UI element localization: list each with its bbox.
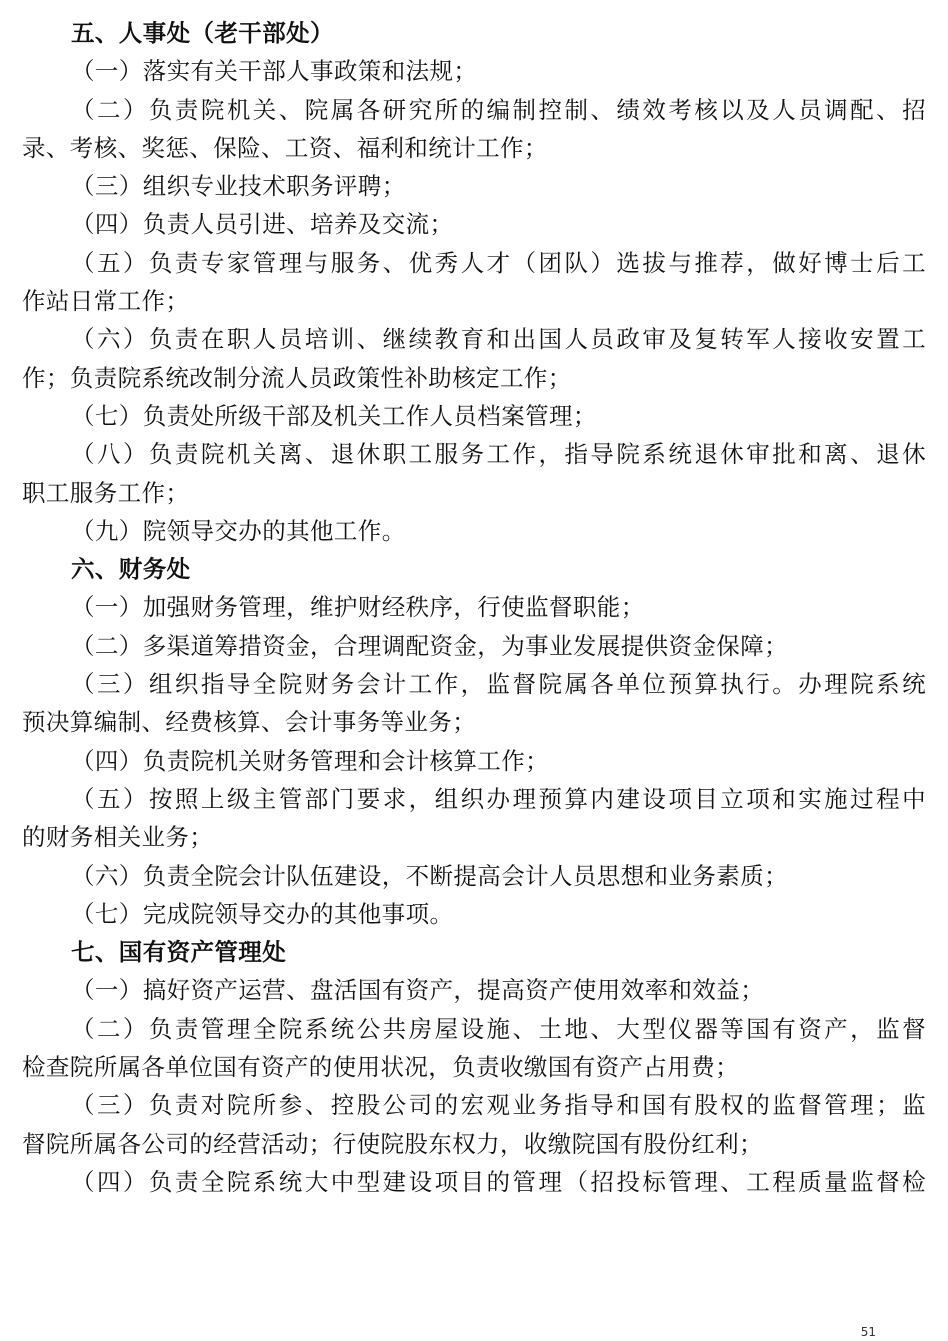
list-item-continuation: 督院所属各公司的经营活动；行使院股东权力，收缴院国有股份红利；	[22, 1129, 763, 1158]
list-item: （四）负责院机关财务管理和会计核算工作；	[71, 746, 549, 775]
list-item: （八）负责院机关离、退休职工服务工作，指导院系统退休审批和离、退休	[71, 440, 926, 469]
list-item: （五）负责专家管理与服务、优秀人才（团队）选拔与推荐，做好博士后工	[71, 248, 926, 277]
list-item-continuation: 检查院所属各单位国有资产的使用状况，负责收缴国有资产占用费；	[22, 1053, 739, 1082]
page-number: 51	[860, 1325, 876, 1339]
list-item-continuation: 的财务相关业务；	[22, 823, 214, 852]
list-item: （二）负责管理全院系统公共房屋设施、土地、大型仪器等国有资产，监督	[71, 1014, 926, 1043]
section-heading: 六、财务处	[71, 555, 191, 584]
list-item-continuation: 录、考核、奖惩、保险、工资、福利和统计工作；	[22, 133, 548, 162]
list-item: （六）负责全院会计队伍建设，不断提高会计人员思想和业务素质；	[71, 861, 788, 890]
list-item: （四）负责人员引进、培养及交流；	[71, 210, 454, 239]
list-item: （三）组织专业技术职务评聘；	[71, 172, 406, 201]
list-item-continuation: 作；负责院系统改制分流人员政策性补助核定工作；	[22, 363, 572, 392]
list-item-continuation: 职工服务工作；	[22, 478, 190, 507]
list-item: （七）完成院领导交办的其他事项。	[71, 899, 454, 928]
list-item: （一）落实有关干部人事政策和法规；	[71, 57, 478, 86]
list-item-continuation: 预决算编制、经费核算、会计事务等业务；	[22, 708, 477, 737]
list-item: （九）院领导交办的其他工作。	[71, 516, 406, 545]
list-item: （六）负责在职人员培训、继续教育和出国人员政审及复转军人接收安置工	[71, 325, 926, 354]
section-heading: 五、人事处（老干部处）	[71, 19, 334, 47]
document-page	[22, 14, 926, 1201]
section-heading: 七、国有资产管理处	[71, 938, 287, 967]
list-item: （二）多渠道筹措资金，合理调配资金，为事业发展提供资金保障；	[71, 631, 788, 660]
list-item: （一）搞好资产运营、盘活国有资产，提高资产使用效率和效益；	[71, 976, 765, 1005]
list-item: （三）组织指导全院财务会计工作，监督院属各单位预算执行。办理院系统	[71, 670, 926, 699]
list-item: （一）加强财务管理，维护财经秩序，行使监督职能；	[71, 593, 645, 622]
list-item: （二）负责院机关、院属各研究所的编制控制、绩效考核以及人员调配、招	[71, 95, 926, 124]
list-item: （七）负责处所级干部及机关工作人员档案管理；	[71, 401, 597, 430]
list-item: （四）负责全院系统大中型建设项目的管理（招投标管理、工程质量监督检	[71, 1167, 926, 1196]
list-item-continuation: 作站日常工作；	[22, 287, 190, 316]
list-item: （三）负责对院所参、控股公司的宏观业务指导和国有股权的监督管理；监	[71, 1091, 926, 1120]
list-item: （五）按照上级主管部门要求，组织办理预算内建设项目立项和实施过程中	[71, 784, 926, 813]
